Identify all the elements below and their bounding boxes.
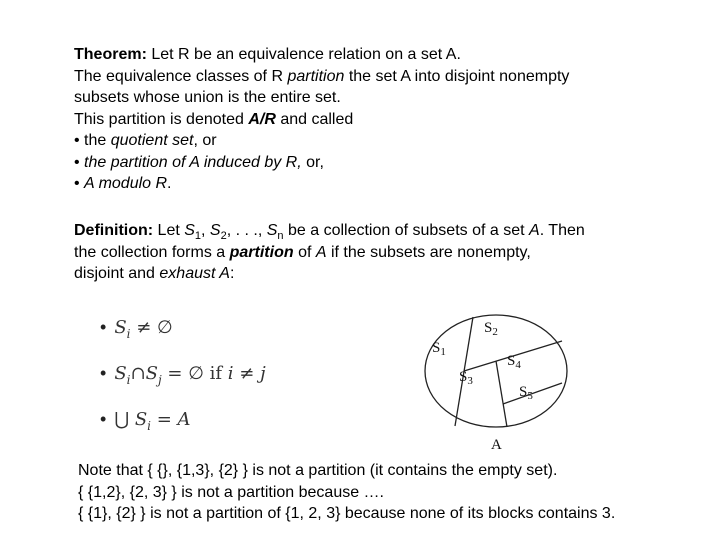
definition-line-3: disjoint and exhaust A: bbox=[74, 265, 235, 282]
theorem-bullet-induced-partition: • the partition of A induced by R, or, bbox=[74, 153, 324, 171]
notes-block bbox=[78, 460, 615, 525]
note-line-1: Note that { {}, {1,3}, {2} } is not a partition (it contains the empty set). bbox=[78, 462, 558, 479]
theorem-label: Theorem: bbox=[74, 46, 147, 63]
diagram-label-s1: $S_1$ bbox=[432, 340, 446, 358]
diagram-label-s2: $S_2$ bbox=[484, 320, 498, 338]
definition-block bbox=[74, 220, 585, 285]
diagram-label-s5: $S_5$ bbox=[519, 384, 533, 402]
theorem-line-1: Theorem: Let R be an equivalence relation on a set A. bbox=[74, 46, 461, 63]
diagram-label-s4: $S_4$ bbox=[507, 353, 521, 371]
partition-line-3 bbox=[496, 361, 507, 427]
theorem-line-4: This partition is denoted A/R and called bbox=[74, 110, 354, 128]
definition-line-2: the collection forms a partition of A if the subsets are nonempty, bbox=[74, 243, 531, 261]
condition-exhaust: • ⋃ $S_i = A$ bbox=[100, 409, 191, 433]
partition-diagram bbox=[412, 304, 572, 454]
theorem-line-3: subsets whose union is the entire set. bbox=[74, 89, 341, 106]
definition-label: Definition: bbox=[74, 222, 154, 239]
theorem-block bbox=[74, 44, 569, 195]
note-line-3: { {1}, {2} } is not a partition of {1, 2, 3} because none of its blocks contains 3. bbox=[78, 505, 616, 522]
theorem-bullet-modulo: • A modulo R. bbox=[74, 175, 172, 192]
note-line-2: { {1,2}, {2, 3} } is not a partition because …. bbox=[78, 483, 384, 501]
condition-nonempty: • $S_i$ ≠ ∅ bbox=[100, 317, 173, 341]
diagram-label-a: A bbox=[491, 437, 502, 453]
condition-disjoint: • $S_i\cap S_j$ = ∅ if i ≠ j bbox=[100, 363, 266, 387]
theorem-line-2: The equivalence classes of R partition the set A into disjoint nonempty bbox=[74, 67, 570, 85]
definition-line-1: Definition: Let $S_1$, $S_2$, . . ., $S_n$ be a collection of subsets of a set A. Then bbox=[74, 222, 585, 242]
theorem-bullet-quotient-set: • the quotient set, or bbox=[74, 132, 217, 149]
diagram-label-s3: $S_3$ bbox=[459, 369, 473, 387]
